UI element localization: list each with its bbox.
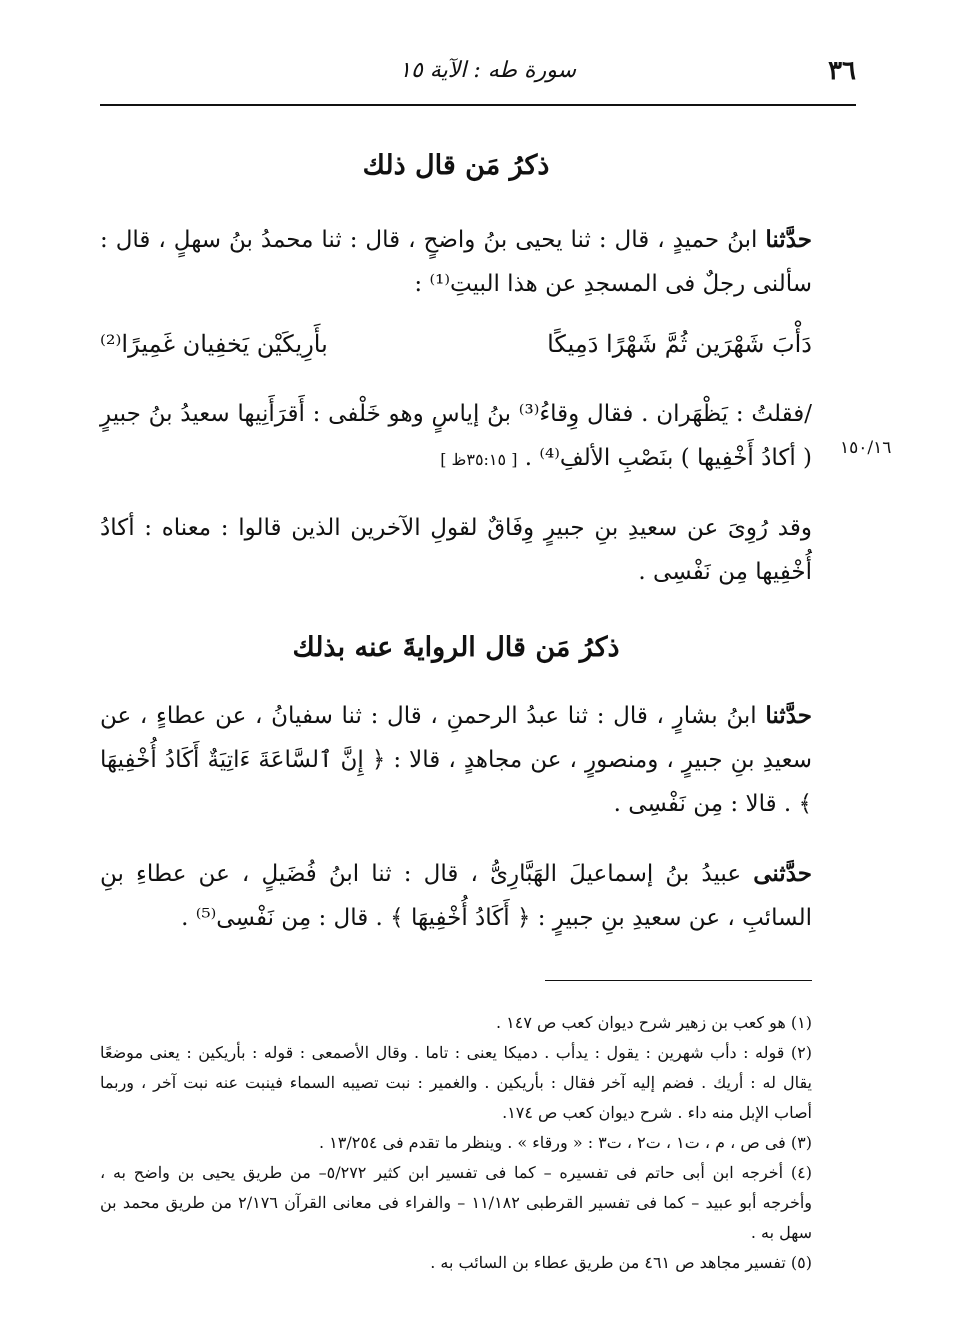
header-rule: [100, 104, 856, 106]
page-header: [100, 52, 856, 92]
footnotes: [100, 1008, 812, 1278]
paragraph-3: [100, 506, 812, 594]
margin-reference: ١٥٠/١٦: [840, 438, 892, 458]
paragraph-4: [100, 694, 812, 826]
paragraph-lead: حدَّثنى: [753, 860, 812, 887]
page-number: ٣٦: [828, 56, 856, 86]
footnote-1: (١) هو كعب بن زهير شرح ديوان كعب ص ١٤٧ .: [495, 1013, 812, 1032]
paragraph-text: وقد رُوِىَ عن سعيدِ بنِ جبيرٍ وِفَاقٌ لقولِ الآخرين الذين قالوا : معناه : أكادُ أُخْفِيها مِن نَفْسِى .: [100, 515, 812, 585]
poem-hemistich-2: بأَرِيكَيْن يَخفِيان غَمِيرًا⁽²⁾: [100, 330, 328, 358]
paragraph-text: ابنُ حميدٍ ، قال : ثنا يحيى بنُ واضحٍ ، قال : ثنا محمدُ بنُ سهلٍ ، قال : سألنى رجلٌ فى المسجدِ عن هذا البيتِ⁽¹⁾ :: [100, 227, 812, 297]
footnote-3: (٣) فى ص ، م ، ت١ ، ت٢ ، ت٣ : « ورقاء » . وينظر ما تقدم فى ١٣/٢٥٤ .: [318, 1133, 812, 1152]
paragraph-1: [100, 218, 812, 306]
section-heading-1: ذكرُ مَن قال ذلك: [362, 150, 550, 181]
manuscript-reference: [ ٣٥:١٥ظ ]: [440, 450, 518, 469]
footnote-2: (٢) قوله : دأب شهرين : يقول : يدأب . دميكا يعنى : تاما . وقال الأصمعى : قوله : بأريكين : يعنى موضعًا يقال له : أريك . فضم إليه آخر فقال : بأريكين . والغمير : نبت تصيبه السماء فينبت عنه نبت آخر ، وربما أصاب الإبل منه داء . شرح ديوان كعب ص ١٧٤.: [100, 1043, 812, 1122]
paragraph-2: [100, 392, 812, 482]
paragraph-lead: حدَّثنا: [765, 226, 812, 253]
paragraph-5: [100, 852, 812, 940]
footnote-4: (٤) أخرجه ابن أبى حاتم فى تفسيره – كما فى تفسير ابن كثير ٥/٢٧٢– من طريق يحيى بن واضح به ، وأخرجه أبو عبيد – كما فى تفسير القرطبى ١١/١٨٢ – والفراء فى معانى القرآن ٢/١٧٦ من طريق محمد بن سهل به .: [100, 1163, 812, 1242]
paragraph-text: ابنُ بشارٍ ، قال : ثنا عبدُ الرحمنِ ، قال : ثنا سفيانُ ، عن عطاءٍ ، عن سعيدِ بنِ جبيرٍ ، ومنصورٍ ، عن مجاهدٍ ، قالا : ﴿ إِنَّ ٱلسَّاعَةَ ءَاتِيَةٌ أَكَادُ أُخْفِيهَا ﴾ . قالا : مِن نَفْسِى .: [100, 703, 812, 817]
footnote-5: (٥) تفسير مجاهد ص ٤٦١ من طريق عطاء بن السائب به .: [430, 1253, 812, 1272]
footnote-rule: [545, 980, 812, 981]
running-title: سورة طه : الآية ١٥: [399, 58, 576, 83]
poem-verse: [100, 330, 812, 374]
poem-hemistich-1: دَأْبَ شَهْرَين ثُمَّ شَهْرًا دَمِيكًا: [547, 330, 812, 358]
paragraph-text: /فقلتُ : يَظْهَران . فقال وِقاءُ⁽³⁾ بنُ إياسٍ وهو خَلْفى : أَقرَأَنِيها سعيدُ بنُ جبيرٍ ( أكادُ أَخْفِيها ) بنَصْبِ الألفِ⁽⁴⁾ .: [100, 401, 812, 471]
section-heading-2: ذكرُ مَن قال الروايةَ عنه بذلك: [292, 632, 620, 663]
paragraph-lead: حدَّثنا: [765, 702, 812, 729]
paragraph-text: عبيدُ بنُ إسماعيلَ الهَبَّارِىُّ ، قال : ثنا ابنُ فُضَيلٍ ، عن عطاءِ بنِ السائبِ ، عن سعيدِ بنِ جبيرٍ : ﴿ أَكَادُ أُخْفِيهَا ﴾ . قال : مِن نَفْسِى⁽⁵⁾ .: [100, 861, 812, 931]
